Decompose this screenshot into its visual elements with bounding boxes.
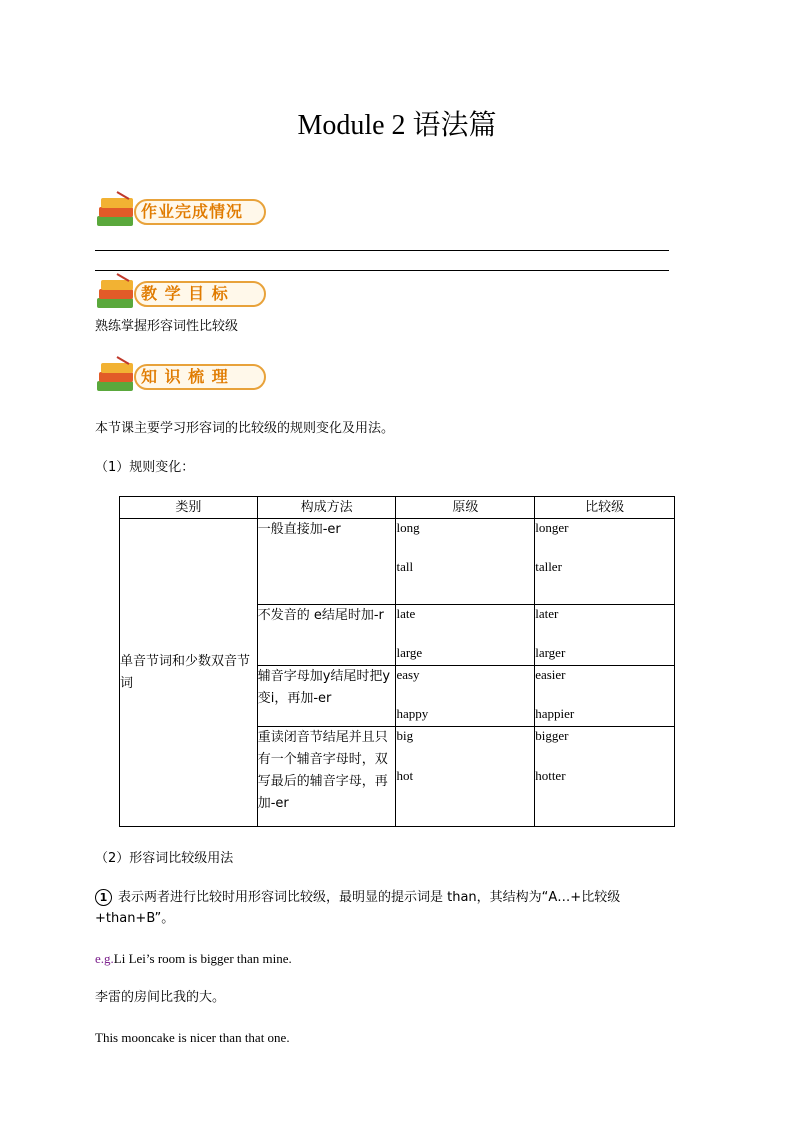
method-cell: 一般直接加-er xyxy=(257,519,396,605)
section-objectives xyxy=(95,272,270,316)
circled-number: 1 xyxy=(95,889,112,906)
section-knowledge xyxy=(95,355,270,399)
method-cell: 不发音的 e结尾时加-r xyxy=(257,605,396,666)
base-cell: late large xyxy=(396,605,535,666)
method-cell: 辅音字母加y结尾时把y变i，再加-er xyxy=(257,666,396,727)
base-cell: long tall xyxy=(396,519,535,605)
category-cell: 单音节词和少数双音节词 xyxy=(120,519,258,827)
example-label: e.g. xyxy=(95,951,114,966)
header-cell: 比较级 xyxy=(535,497,675,519)
example-sentence: Li Lei’s room is bigger than mine. xyxy=(113,951,292,966)
section-label: 作业完成情况 xyxy=(141,202,244,221)
header-cell: 构成方法 xyxy=(257,497,396,519)
method-cell: 重读闭音节结尾并且只有一个辅音字母时，双写最后的辅音字母，再加-er xyxy=(257,727,396,827)
intro-text: 本节课主要学习形容词的比较级的规则变化及用法。 xyxy=(95,421,395,436)
table-header-row xyxy=(120,497,675,519)
base-cell: big hot xyxy=(396,727,535,827)
example-sentence-2: This mooncake is nicer than that one. xyxy=(95,1030,290,1045)
comparative-cell: longer taller xyxy=(535,519,675,605)
section-homework xyxy=(95,190,270,234)
comparative-cell: later larger xyxy=(535,605,675,666)
part2-heading: （2）形容词比较级用法 xyxy=(95,851,234,866)
usage-rule-text: 表示两者进行比较时用形容词比较级，最明显的提示词是 than，其结构为“A…+比较级+than+B”。 xyxy=(95,890,621,926)
usage-rule xyxy=(95,887,655,929)
example-line xyxy=(95,950,292,968)
header-cell: 类别 xyxy=(120,497,258,519)
comparative-cell: bigger hotter xyxy=(535,727,675,827)
answer-line xyxy=(95,250,669,251)
page-title: Module 2 语法篇 xyxy=(297,110,497,141)
section-label: 知 识 梳 理 xyxy=(141,367,229,386)
section-label: 教 学 目 标 xyxy=(141,284,229,303)
comparative-cell: easier happier xyxy=(535,666,675,727)
base-cell: easy happy xyxy=(396,666,535,727)
answer-line xyxy=(95,270,669,271)
comparative-rules-table xyxy=(119,496,675,827)
header-cell: 原级 xyxy=(396,497,535,519)
part1-heading: （1）规则变化： xyxy=(95,460,195,475)
example-translation: 李雷的房间比我的大。 xyxy=(95,990,226,1005)
objective-text: 熟练掌握形容词性比较级 xyxy=(95,319,239,334)
table-row xyxy=(120,519,675,605)
